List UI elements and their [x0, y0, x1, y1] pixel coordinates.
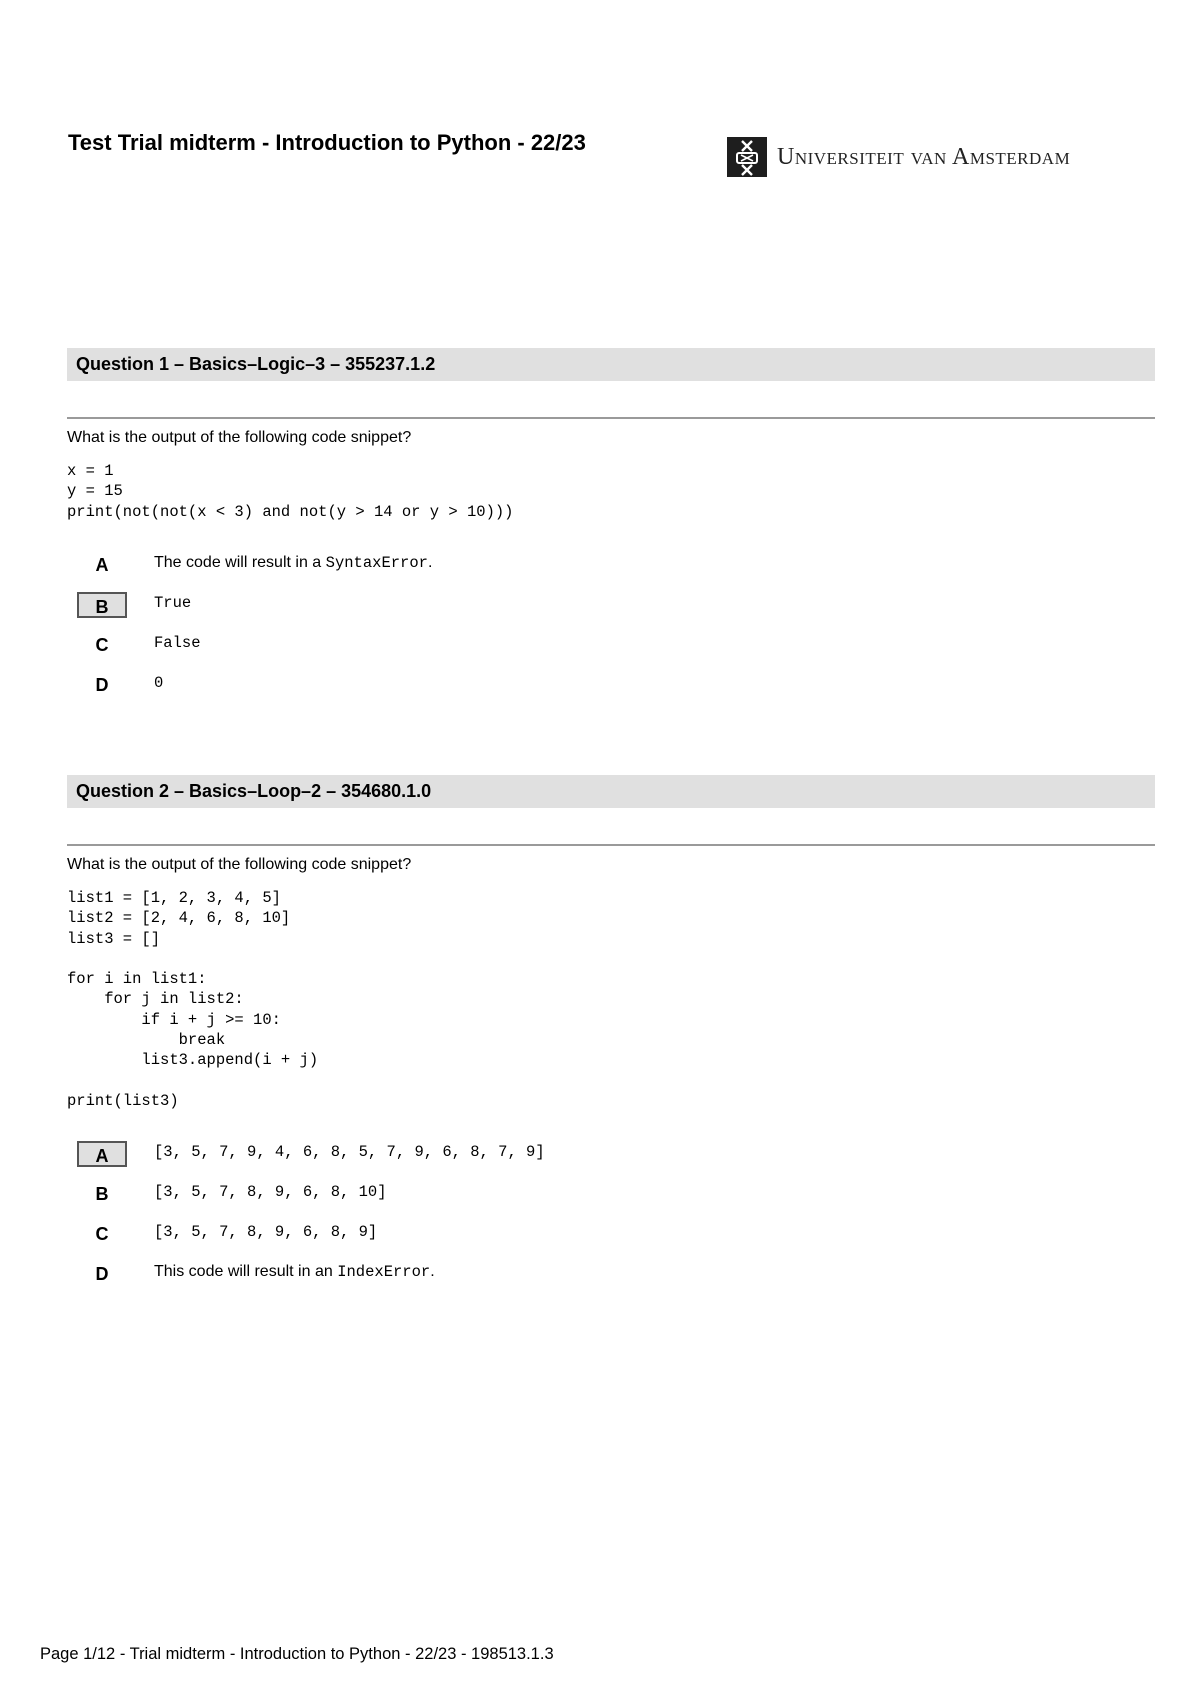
question-prompt: What is the output of the following code snippet?	[67, 856, 412, 873]
option-letter: C	[95, 1224, 109, 1245]
option-letter: D	[95, 1264, 109, 1285]
page-title: Test Trial midterm - Introduction to Python - 22/23	[68, 130, 586, 155]
option-a[interactable]	[67, 1141, 1155, 1181]
option-c[interactable]	[67, 632, 1155, 672]
option-text: False	[154, 633, 201, 652]
question-prompt: What is the output of the following code snippet?	[67, 429, 412, 446]
option-letter: A	[95, 554, 109, 575]
option-letter-selected: B	[77, 592, 127, 618]
divider	[67, 844, 1155, 846]
logo-wordmark: Universiteit van Amsterdam	[777, 143, 1071, 170]
question-header: Question 1 – Basics–Logic–3 – 355237.1.2	[67, 348, 1155, 381]
option-d[interactable]	[67, 1261, 1155, 1301]
code-snippet: list1 = [1, 2, 3, 4, 5] list2 = [2, 4, 6, 8, 10] list3 = [] for i in list1: for j in list2: if i + j >= 10: break list3.append(i + j) print(list3)	[67, 889, 319, 1110]
option-letter: B	[95, 1184, 109, 1205]
divider	[67, 417, 1155, 419]
university-logo	[727, 137, 1070, 177]
answer-options	[67, 552, 1155, 712]
option-text: [3, 5, 7, 8, 9, 6, 8, 10]	[154, 1183, 387, 1202]
option-letter: C	[95, 634, 109, 655]
option-text: [3, 5, 7, 8, 9, 6, 8, 9]	[154, 1223, 378, 1242]
question-header: Question 2 – Basics–Loop–2 – 354680.1.0	[67, 775, 1155, 808]
question-2	[67, 775, 1155, 1301]
code-snippet: x = 1 y = 15 print(not(not(x < 3) and not(y > 14 or y > 10)))	[67, 462, 514, 521]
answer-options	[67, 1141, 1155, 1301]
option-text: The code will result in a SyntaxError.	[154, 553, 433, 572]
option-d[interactable]	[67, 672, 1155, 712]
option-text: This code will result in an IndexError.	[154, 1263, 435, 1282]
option-b[interactable]	[67, 1181, 1155, 1221]
option-letter-selected: A	[77, 1141, 127, 1167]
option-c[interactable]	[67, 1221, 1155, 1261]
option-letter: D	[95, 674, 109, 695]
uva-crest-icon	[727, 137, 767, 177]
option-a[interactable]	[67, 552, 1155, 592]
option-text: True	[154, 593, 192, 612]
option-b[interactable]	[67, 592, 1155, 632]
option-text: 0	[154, 673, 164, 692]
page-footer: Page 1/12 - Trial midterm - Introduction to Python - 22/23 - 198513.1.3	[40, 1645, 554, 1663]
option-text: [3, 5, 7, 9, 4, 6, 8, 5, 7, 9, 6, 8, 7, 9]	[154, 1143, 545, 1162]
question-1	[67, 348, 1155, 712]
